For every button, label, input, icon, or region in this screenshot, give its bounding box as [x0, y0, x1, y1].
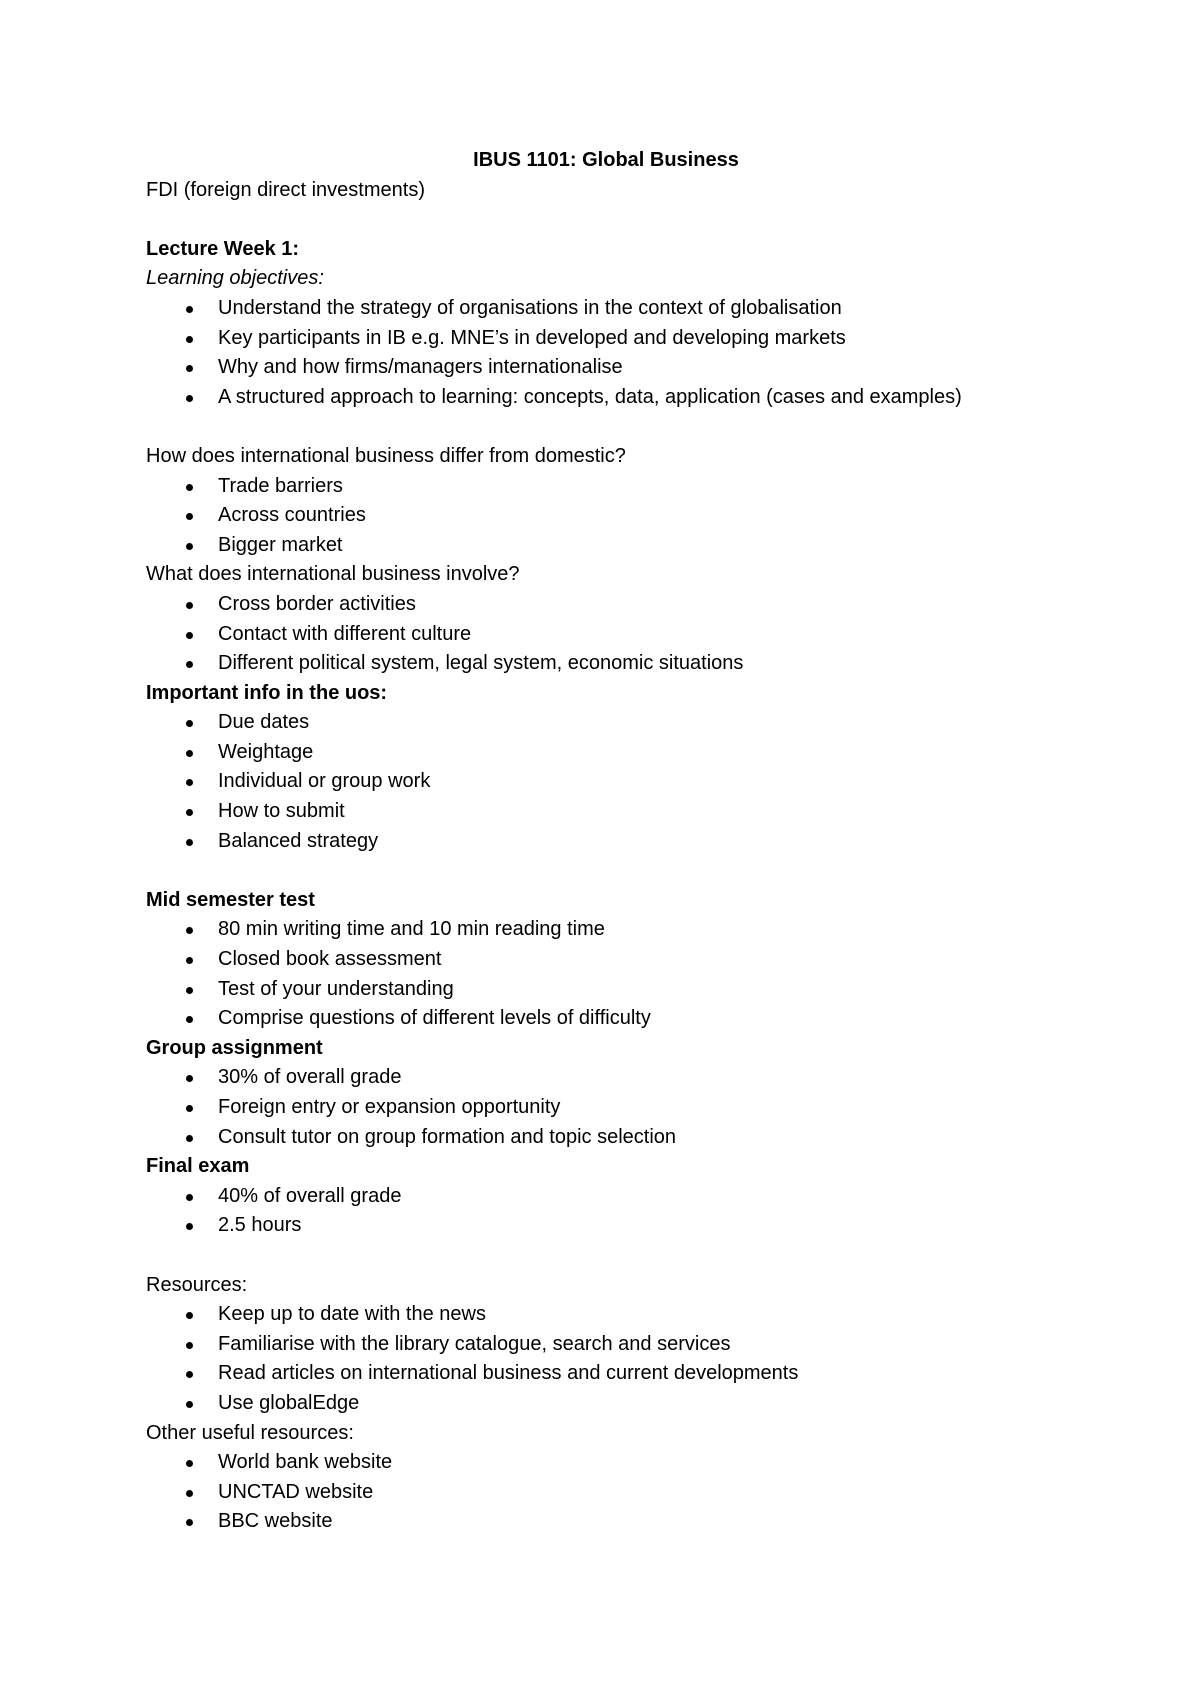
- objectives-list: [146, 294, 1066, 412]
- bullet-icon: [186, 484, 193, 491]
- list-item-text: Trade barriers: [218, 474, 343, 497]
- bullet-icon: [186, 1223, 193, 1230]
- lecture-heading: Lecture Week 1:: [146, 237, 300, 260]
- list-item-text: Due dates: [218, 711, 310, 734]
- list-item: [146, 383, 1066, 413]
- bullet-icon: [186, 779, 193, 786]
- bullet-icon: [186, 1135, 193, 1142]
- list-item: [146, 915, 1066, 945]
- list-item-text: Across countries: [218, 504, 366, 527]
- uos-heading: Important info in the uos:: [146, 681, 388, 704]
- list-item-text: World bank website: [218, 1451, 393, 1474]
- list-item: [146, 1507, 1066, 1537]
- list-item-text: 40% of overall grade: [218, 1184, 402, 1207]
- list-item: [146, 945, 1066, 975]
- involve-list: [146, 590, 1066, 679]
- bullet-icon: [186, 987, 193, 994]
- final-heading: Final exam: [146, 1155, 250, 1178]
- document-page: [146, 146, 1066, 1537]
- list-item: [146, 1004, 1066, 1034]
- list-item: [146, 501, 1066, 531]
- list-item: [146, 1182, 1066, 1212]
- list-item-text: A structured approach to learning: concepts, data, application (cases and examples): [218, 385, 962, 408]
- list-item: [146, 1359, 1066, 1389]
- list-item: [146, 975, 1066, 1005]
- group-heading: Group assignment: [146, 1036, 323, 1059]
- bullet-icon: [186, 1490, 193, 1497]
- bullet-icon: [186, 661, 193, 668]
- other-heading: Other useful resources:: [146, 1421, 354, 1444]
- list-item-text: Bigger market: [218, 533, 343, 556]
- resources-heading: Resources:: [146, 1273, 248, 1296]
- list-item: [146, 708, 1066, 738]
- list-item-text: Weightage: [218, 740, 314, 763]
- bullet-icon: [186, 927, 193, 934]
- bullet-icon: [186, 1194, 193, 1201]
- list-item-text: Closed book assessment: [218, 948, 442, 971]
- list-item-text: Different political system, legal system, economic situations: [218, 652, 744, 675]
- list-item-text: 2.5 hours: [218, 1214, 302, 1237]
- spacer: [146, 856, 1066, 886]
- list-item: [146, 1448, 1066, 1478]
- spacer: [146, 205, 1066, 235]
- list-item: [146, 738, 1066, 768]
- list-item: [146, 472, 1066, 502]
- bullet-icon: [186, 395, 193, 402]
- list-item-text: Keep up to date with the news: [218, 1303, 486, 1326]
- list-item-text: Use globalEdge: [218, 1391, 360, 1414]
- bullet-icon: [186, 632, 193, 639]
- list-item: [146, 1063, 1066, 1093]
- bullet-icon: [186, 1342, 193, 1349]
- bullet-icon: [186, 839, 193, 846]
- bullet-icon: [186, 750, 193, 757]
- list-item: [146, 1389, 1066, 1419]
- bullet-icon: [186, 365, 193, 372]
- list-item: [146, 649, 1066, 679]
- list-item-text: How to submit: [218, 800, 345, 823]
- list-item: [146, 531, 1066, 561]
- list-item: [146, 353, 1066, 383]
- bullet-icon: [186, 1519, 193, 1526]
- list-item-text: Balanced strategy: [218, 829, 379, 852]
- list-item-text: Understand the strategy of organisations in the context of globalisation: [218, 296, 842, 319]
- other-list: [146, 1448, 1066, 1537]
- bullet-icon: [186, 1075, 193, 1082]
- bullet-icon: [186, 957, 193, 964]
- uos-list: [146, 708, 1066, 856]
- list-item-text: Cross border activities: [218, 592, 416, 615]
- list-item-text: Foreign entry or expansion opportunity: [218, 1096, 561, 1118]
- list-item: [146, 1123, 1066, 1153]
- list-item-text: UNCTAD website: [218, 1480, 374, 1503]
- list-item-text: Key participants in IB e.g. MNE’s in developed and developing markets: [218, 326, 846, 349]
- list-item: [146, 620, 1066, 650]
- list-item: [146, 1211, 1066, 1241]
- list-item: [146, 590, 1066, 620]
- document-title: IBUS 1101: Global Business: [473, 149, 739, 171]
- midsem-list: [146, 915, 1066, 1033]
- list-item-text: Familiarise with the library catalogue, search and services: [218, 1332, 731, 1355]
- midsem-heading: Mid semester test: [146, 888, 315, 911]
- final-list: [146, 1182, 1066, 1241]
- list-item: [146, 1300, 1066, 1330]
- spacer: [146, 1241, 1066, 1271]
- differ-list: [146, 472, 1066, 561]
- bullet-icon: [186, 809, 193, 816]
- list-item-text: 80 min writing time and 10 min reading time: [218, 918, 605, 941]
- list-item-text: Consult tutor on group formation and topic selection: [218, 1125, 677, 1148]
- bullet-icon: [186, 1460, 193, 1467]
- spacer: [146, 412, 1066, 442]
- list-item: [146, 827, 1066, 857]
- list-item-text: 30% of overall grade: [218, 1066, 402, 1089]
- differ-question: How does international business differ from domestic?: [146, 444, 626, 467]
- resources-list: [146, 1300, 1066, 1418]
- list-item: [146, 797, 1066, 827]
- list-item-text: Why and how firms/managers internationalise: [218, 356, 623, 379]
- bullet-icon: [186, 336, 193, 343]
- list-item-text: Contact with different culture: [218, 622, 472, 645]
- involve-question: What does international business involve?: [146, 563, 520, 586]
- bullet-icon: [186, 1016, 193, 1023]
- list-item-text: Read articles on international business and current developments: [218, 1362, 799, 1385]
- bullet-icon: [186, 720, 193, 727]
- document-subtitle: FDI (foreign direct investments): [146, 178, 425, 201]
- bullet-icon: [186, 1312, 193, 1319]
- bullet-icon: [186, 1401, 193, 1408]
- list-item-text: Test of your understanding: [218, 977, 454, 1000]
- list-item: [146, 1330, 1066, 1360]
- list-item: [146, 1478, 1066, 1508]
- bullet-icon: [186, 1105, 193, 1112]
- objectives-label: Learning objectives:: [146, 267, 324, 290]
- list-item: [146, 767, 1066, 797]
- list-item: [146, 1093, 1066, 1123]
- list-item-text: Comprise questions of different levels of difficulty: [218, 1007, 651, 1030]
- list-item: [146, 324, 1066, 354]
- bullet-icon: [186, 1371, 193, 1378]
- list-item-text: Individual or group work: [218, 770, 431, 793]
- list-item: [146, 294, 1066, 324]
- bullet-icon: [186, 513, 193, 520]
- bullet-icon: [186, 543, 193, 550]
- bullet-icon: [186, 602, 193, 609]
- list-item-text: BBC website: [218, 1510, 333, 1533]
- group-list: [146, 1063, 1066, 1152]
- bullet-icon: [186, 306, 193, 313]
